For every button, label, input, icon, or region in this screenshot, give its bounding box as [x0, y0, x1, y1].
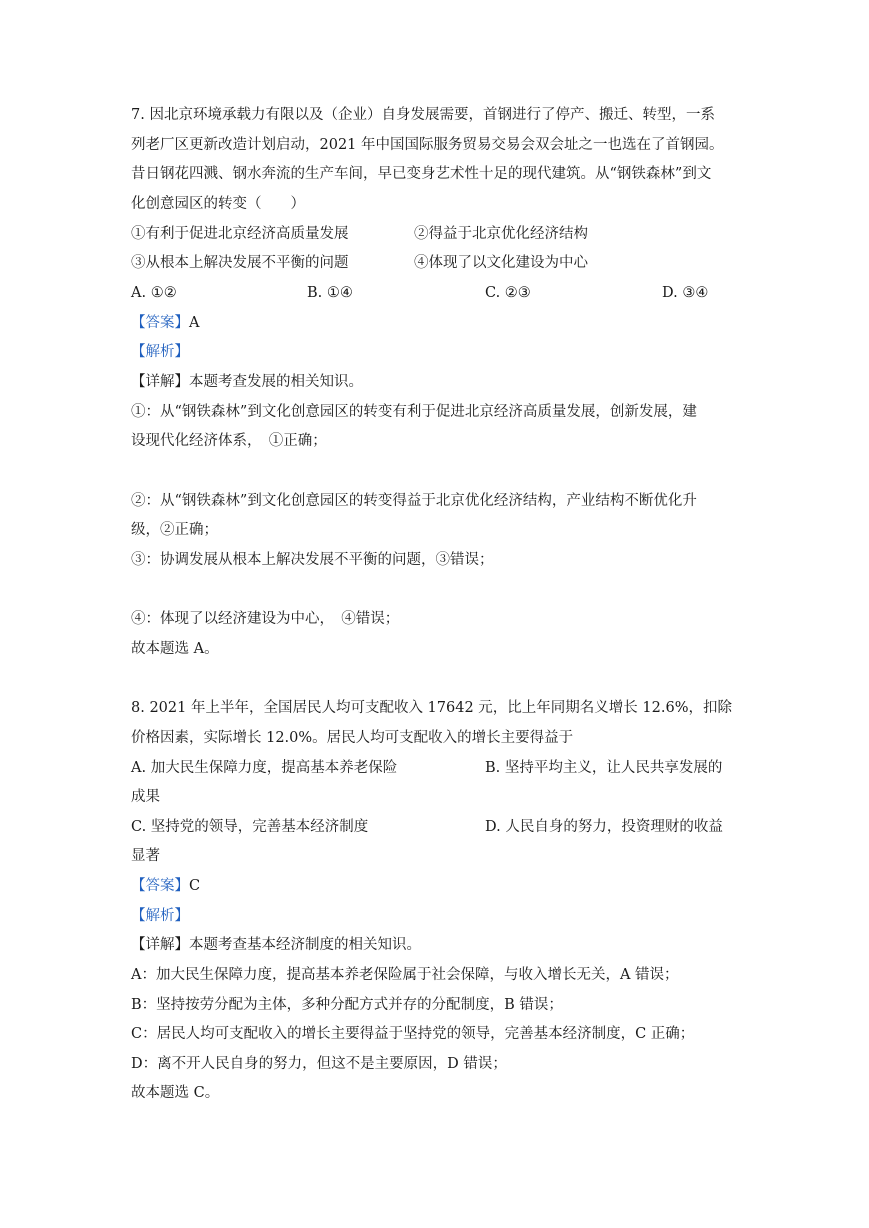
q7-detail-line: ④：体现了以经济建设为中心， ④错误； [131, 611, 400, 627]
answer-tag: 【答案】 [131, 878, 189, 894]
answer-value: A [189, 315, 200, 331]
answer-value: C [189, 878, 201, 894]
q7-detail-line: ③：协调发展从根本上解决发展不平衡的问题，③错误； [131, 552, 494, 568]
q8-detail-line: D：离不开人民自身的努力，但这不是主要原因，D 错误； [131, 1056, 507, 1072]
q8-stem-line: 8. 2021 年上半年，全国居民人均可支配收入 17642 元，比上年同期名义增长 12.6%，扣除 [131, 700, 732, 716]
q7-detail-line: 级，②正确； [131, 522, 218, 538]
q7-option-d: D. ③④ [662, 285, 709, 301]
q7-detail-line: ①：从“钢铁森林”到文化创意园区的转变有利于促进北京经济高质量发展，创新发展，建 [131, 404, 697, 420]
q7-analysis-tag: 【解析】 [131, 344, 189, 360]
q8-detail-line: C：居民人均可支配收入的增长主要得益于坚持党的领导，完善基本经济制度，C 正确； [131, 1026, 695, 1042]
q8-option-b-cont: 成果 [131, 789, 160, 805]
q7-option-b: B. ①④ [307, 285, 353, 301]
q8-option-d-cont: 显著 [131, 848, 160, 864]
q7-statement-1: ①有利于促进北京经济高质量发展 [131, 226, 349, 242]
q8-answer [131, 876, 741, 896]
q7-statement-4: ④体现了以文化建设为中心 [414, 255, 588, 271]
q7-stem-line: 列老厂区更新改造计划启动，2021 年中国国际服务贸易交易会双会址之一也选在了首钢园。 [131, 137, 724, 153]
q7-detail-line: 故本题选 A。 [131, 641, 219, 657]
q7-detail-line: 设现代化经济体系， ①正确； [131, 433, 327, 449]
q7-option-a: A. ①② [131, 285, 177, 301]
q8-detail-line: 【详解】本题考查基本经济制度的相关知识。 [131, 937, 421, 953]
q7-detail-line: 【详解】本题考查发展的相关知识。 [131, 374, 363, 390]
q8-stem-line: 价格因素，实际增长 12.0%。居民人均可支配收入的增长主要得益于 [131, 730, 574, 746]
q8-option-b: B. 坚持平均主义，让人民共享发展的 [485, 760, 723, 776]
answer-tag: 【答案】 [131, 315, 189, 331]
q7-stem-line: 7. 因北京环境承载力有限以及（企业）自身发展需要，首钢进行了停产、搬迁、转型，一系 [131, 107, 715, 123]
q8-detail-line: B：坚持按劳分配为主体，多种分配方式并存的分配制度，B 错误； [131, 997, 563, 1013]
q8-option-d: D. 人民自身的努力，投资理财的收益 [485, 819, 723, 835]
q8-detail-line: 故本题选 C。 [131, 1085, 220, 1101]
q8-detail-line: A：加大民生保障力度，提高基本养老保险属于社会保障，与收入增长无关，A 错误； [131, 967, 679, 983]
q7-option-c: C. ②③ [485, 285, 531, 301]
q7-stem-line: 化创意园区的转变（ ） [131, 196, 305, 212]
q8-option-c: C. 坚持党的领导，完善基本经济制度 [131, 819, 369, 835]
q8-analysis-tag: 【解析】 [131, 908, 189, 924]
q8-option-a: A. 加大民生保障力度，提高基本养老保险 [131, 760, 398, 776]
q7-statement-3: ③从根本上解决发展不平衡的问题 [131, 255, 349, 271]
q7-answer [131, 313, 741, 333]
q7-stem-line: 昔日钢花四溅、钢水奔流的生产车间，早已变身艺术性十足的现代建筑。从“钢铁森林”到文 [131, 166, 712, 182]
q7-detail-line: ②：从“钢铁森林”到文化创意园区的转变得益于北京优化经济结构，产业结构不断优化升 [131, 493, 697, 509]
q7-statement-2: ②得益于北京优化经济结构 [414, 226, 588, 242]
